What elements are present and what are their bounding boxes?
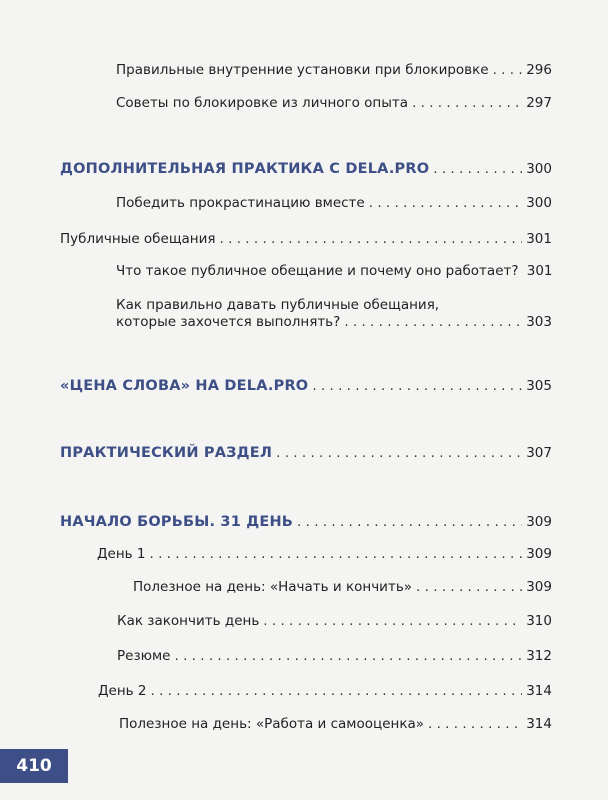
dot-leader xyxy=(433,160,522,178)
toc-entry-page: 312 xyxy=(526,648,552,664)
toc-entry xyxy=(116,194,552,212)
toc-section xyxy=(60,160,552,178)
toc-section-page: 309 xyxy=(526,514,552,530)
toc-entry-title: Как закончить день xyxy=(117,613,260,629)
toc-entry-title: Полезное на день: «Начать и кончить» xyxy=(133,579,413,595)
toc-entry-title: Советы по блокировке из личного опыта xyxy=(116,95,409,111)
toc-entry-page: 301 xyxy=(526,263,553,279)
page-number-badge: 410 xyxy=(0,749,68,783)
toc-entry-page: 314 xyxy=(526,716,552,732)
dot-leader xyxy=(150,545,522,563)
toc-entry xyxy=(117,647,552,665)
dot-leader xyxy=(220,230,522,248)
toc-section-page: 300 xyxy=(526,161,552,177)
toc-entry-title: Победить прокрастинацию вместе xyxy=(116,195,365,211)
toc-entry-page: 300 xyxy=(526,195,552,211)
toc-entry-title: которые захочется выполнять? xyxy=(116,314,341,330)
toc-section-page: 305 xyxy=(526,378,552,394)
dot-leader xyxy=(344,313,522,331)
toc-entry-page: 296 xyxy=(526,62,552,78)
toc-entry xyxy=(60,230,552,248)
toc-section-page: 307 xyxy=(526,445,552,461)
toc-entry-page: 314 xyxy=(526,683,552,699)
toc-entry xyxy=(116,94,552,112)
toc-entry-title: Публичные обещания xyxy=(60,231,216,247)
toc-entry-title: День 2 xyxy=(98,683,147,699)
toc-entry xyxy=(116,262,552,280)
toc-entry-title: Резюме xyxy=(117,648,171,664)
toc-section xyxy=(60,377,552,395)
toc-entry xyxy=(97,545,552,563)
toc-entry-page: 301 xyxy=(526,231,552,247)
toc-entry xyxy=(119,715,552,733)
toc-section-title: ПРАКТИЧЕСКИЙ РАЗДЕЛ xyxy=(60,445,273,461)
toc-entry xyxy=(116,313,552,331)
dot-leader xyxy=(312,377,522,395)
dot-leader xyxy=(174,647,522,665)
toc-entry-page: 309 xyxy=(526,546,552,562)
toc-entry xyxy=(98,682,552,700)
toc-entry-title: Что такое публичное обещание и почему оно работает? xyxy=(116,263,519,279)
toc-entry-page: 309 xyxy=(526,579,552,595)
toc-section xyxy=(60,444,552,462)
toc-entry-title: День 1 xyxy=(97,546,146,562)
toc-entry-page: 310 xyxy=(526,613,552,629)
toc-section xyxy=(60,513,552,531)
dot-leader xyxy=(276,444,522,462)
dot-leader xyxy=(493,61,522,79)
dot-leader xyxy=(151,682,522,700)
toc-entry-page: 303 xyxy=(526,314,552,330)
toc-section-title: «ЦЕНА СЛОВА» НА DELA.PRO xyxy=(60,378,309,394)
dot-leader xyxy=(428,715,522,733)
toc-entry xyxy=(117,612,552,630)
toc-entry xyxy=(116,61,552,79)
dot-leader xyxy=(263,612,522,630)
toc-entry-title: Правильные внутренние установки при блокировке xyxy=(116,62,489,78)
dot-leader xyxy=(416,578,522,596)
toc-section-title: НАЧАЛО БОРЬБЫ. 31 ДЕНЬ xyxy=(60,514,294,530)
dot-leader xyxy=(297,513,522,531)
toc-entry xyxy=(133,578,552,596)
toc-entry-title: Полезное на день: «Работа и самооценка» xyxy=(119,716,425,732)
toc-entry-title-line1: Как правильно давать публичные обещания, xyxy=(116,297,440,313)
toc-entry-page: 297 xyxy=(526,95,552,111)
dot-leader xyxy=(369,194,522,212)
dot-leader xyxy=(412,94,522,112)
toc-section-title: ДОПОЛНИТЕЛЬНАЯ ПРАКТИКА С DELA.PRO xyxy=(60,161,430,177)
